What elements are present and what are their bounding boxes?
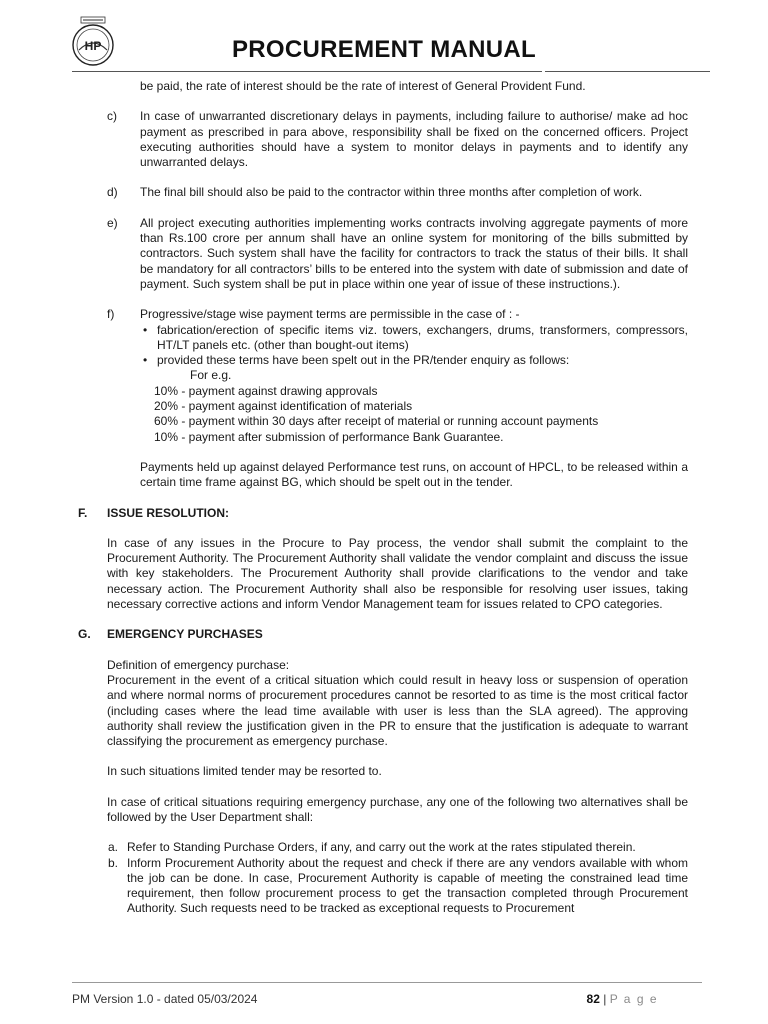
clause-d xyxy=(0,185,768,200)
list-item-letter: a. xyxy=(108,840,119,855)
footer-rule xyxy=(72,982,702,983)
clause-c-text: In case of unwarranted discretionary delays in payments, including failure to authorise/ make ad hoc payment as prescribed in para above, responsibility shall be fixed on the concerned officers. Project executing authorities should have a system to monitor delays in payments and to identify any unwarranted delays. xyxy=(140,109,688,170)
bullet-item: • fabrication/erection of specific items viz. towers, exchangers, drums, transformers, compressors, HT/LT panels etc. (other than bought-out items) xyxy=(143,323,688,354)
header-rule-right xyxy=(545,71,710,72)
footer-page xyxy=(587,992,658,1006)
clause-c xyxy=(0,109,768,170)
header-rule-left xyxy=(72,71,542,72)
example-label: For e.g. xyxy=(190,368,232,383)
section-f-heading xyxy=(0,506,768,521)
clause-f xyxy=(0,307,768,322)
clause-c-marker: c) xyxy=(107,109,117,124)
document-body xyxy=(0,79,768,917)
alternatives-intro: In case of critical situations requiring emergency purchase, any one of the following two alternatives shall be followed by the User Department shall: xyxy=(107,794,688,824)
bullet-item: • provided these terms have been spelt out in the PR/tender enquiry as follows: xyxy=(143,353,688,368)
percentage-list xyxy=(154,384,768,445)
clause-e-text: All project executing authorities implementing works contracts involving aggregate payments of more than Rs.100 crore per annum shall have an online system for monitoring of the bills submitted by contractors. Such system shall have the facility for contractors to track the status of their bills. It shall be mandatory for all contractors’ bills to be entered into the system with date of submission and date of payment. Such system shall be put in place within one year of issue of these instructions.). xyxy=(140,215,688,291)
section-g-heading xyxy=(0,627,768,642)
clause-f-intro: Progressive/stage wise payment terms are permissible in the case of : - xyxy=(140,307,520,322)
list-item-letter: b. xyxy=(108,855,119,870)
section-g-title: EMERGENCY PURCHASES xyxy=(107,627,263,642)
percentage-item: 10% - payment after submission of performance Bank Guarantee. xyxy=(154,429,504,444)
section-f-marker: F. xyxy=(78,505,88,520)
clause-e xyxy=(0,216,768,292)
clause-f-closing: Payments held up against delayed Performance test runs, on account of HPCL, to be released within a certain time frame against BG, which should be spelt out in the tender. xyxy=(140,459,688,490)
percentage-item: 10% - payment against drawing approvals xyxy=(154,383,378,398)
clause-d-text: The final bill should also be paid to the contractor within three months after completion of work. xyxy=(140,185,643,200)
page-separator: | xyxy=(603,992,607,1006)
section-f-text: In case of any issues in the Procure to Pay process, the vendor shall submit the complaint to the Procurement Authority. The Procurement Authority shall validate the vendor complaint and discuss the issue with key stakeholders. The Procurement Authority shall provide clarifications to the vendor and take necessary action. The Procurement Authority shall also be responsible for resolving user issues, taking necessary corrective actions and inform Vendor Management team for issues related to CPO categories. xyxy=(107,535,688,612)
definition-text: Procurement in the event of a critical situation which could result in heavy loss or suspension of operation and where normal norms of procurement procedures cannot be resorted to as time is the most critical factor (including cases where the lead time available with user is less than the SLA agreed). The approving authority shall review the justification given in the PR to ensure that the justification is adequate to warrant classifying the procurement as emergency purchase. xyxy=(107,672,688,749)
clause-d-marker: d) xyxy=(107,185,118,200)
list-item xyxy=(108,856,688,917)
section-g-marker: G. xyxy=(78,627,91,642)
footer-version: PM Version 1.0 - dated 05/03/2024 xyxy=(72,992,258,1006)
logo-text: HP xyxy=(84,39,102,53)
list-item xyxy=(108,840,688,855)
section-f-title: ISSUE RESOLUTION: xyxy=(107,505,230,520)
list-item-text: Refer to Standing Purchase Orders, if any, and carry out the work at the rates stipulated therein. xyxy=(127,840,636,855)
page-title: PROCUREMENT MANUAL xyxy=(231,36,537,63)
page-label: P a g e xyxy=(609,992,658,1006)
percentage-item: 20% - payment against identification of materials xyxy=(154,399,413,414)
percentage-item: 60% - payment within 30 days after receipt of material or running account payments xyxy=(154,414,599,429)
page-number: 82 xyxy=(586,992,600,1006)
alternatives-list xyxy=(108,840,688,916)
lead-paragraph: be paid, the rate of interest should be the rate of interest of General Provident Fund. xyxy=(140,79,586,93)
limited-tender-text: In such situations limited tender may be resorted to. xyxy=(107,764,382,779)
clause-f-bullets xyxy=(143,323,688,369)
clause-f-marker: f) xyxy=(107,307,115,322)
definition-label: Definition of emergency purchase: xyxy=(107,657,290,672)
clause-e-marker: e) xyxy=(107,215,118,230)
list-item-text: Inform Procurement Authority about the request and check if there are any vendors available with whom the job can be done. In case, Procurement Authority is capable of meeting the constrained lead time requirement, then follow procurement process to get the transaction completed through Procurement Authority. Such requests need to be tracked as exceptional requests to Procurement xyxy=(127,855,688,916)
